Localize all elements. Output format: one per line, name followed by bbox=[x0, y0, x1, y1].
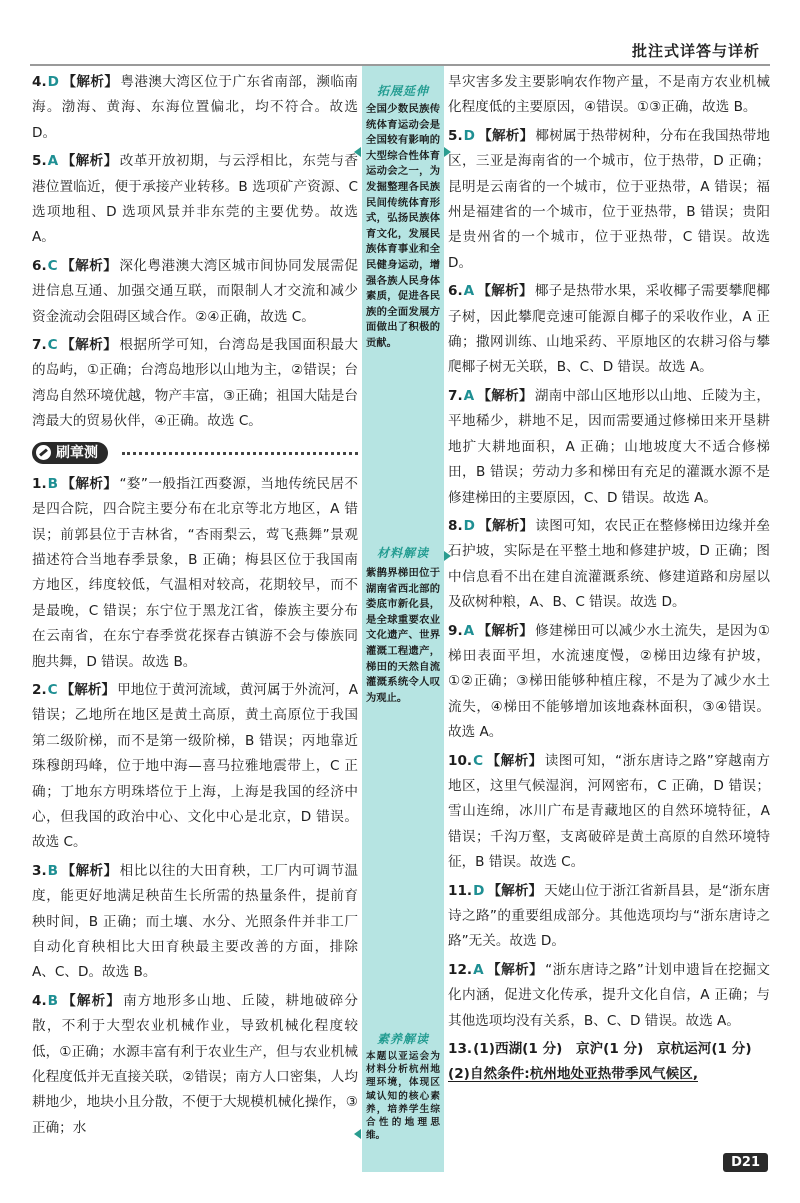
answer-number: 2. bbox=[32, 681, 47, 698]
answer-choice: C bbox=[473, 752, 484, 769]
answer-text: “婺”一般指江西婺源，当地传统民居不是四合院，四合院主要分布在北京等北方地区，A 错误；前郭县位于吉林省，“杏雨梨云，莺飞燕舞”景观描述符合当地春季景象，B 正确；梅县区位于我国南方地区，纬度较低，气温相对较高，花期较早，而不是最晚，C 错误；东宁位于黑龙江省，傣族主要分布在云南省，在东宁春季赏花探春古镇游不会与傣族同胞共舞，D 错误。故选 B。 bbox=[32, 475, 358, 670]
note-body-literacy: 本题以亚运会为材料分析杭州地理环境，体现区域认知的核心素养，培养学生综合性的地理思维。 bbox=[366, 1051, 440, 1142]
answer-item bbox=[32, 333, 358, 435]
answer-text: “浙东唐诗之路”计划申遗旨在挖掘文化内涵，促进文化传承，提升文化自信，A 正确；与其他选项均没有关系，B、C、D 错误。故选 A。 bbox=[448, 961, 771, 1029]
right-answers bbox=[448, 70, 770, 1034]
answer-number: 8. bbox=[448, 517, 463, 534]
answer-text: 深化粤港澳大湾区城市间协同发展需促进信息互通、加强交通互联，而限制人才交流和减少资金流动会阻碍区域合作。②④正确，故选 C。 bbox=[32, 257, 359, 325]
answer-choice: D bbox=[463, 517, 475, 534]
answer-choice: B bbox=[47, 475, 58, 492]
answer-text: 旱灾害多发主要影响农作物产量，不是南方农业机械化程度低的主要原因，④错误。①③正确，故选 B。 bbox=[448, 74, 770, 116]
answer-choice: A bbox=[463, 283, 475, 300]
analysis-tag: 【解析】 bbox=[61, 74, 119, 90]
answer-choice: C bbox=[47, 257, 58, 274]
analysis-tag: 【解析】 bbox=[61, 475, 118, 492]
analysis-tag: 【解析】 bbox=[477, 387, 533, 404]
answer-choice: A bbox=[47, 153, 59, 170]
answer-text: 甲地位于黄河流域，黄河属于外流河，A 错误；乙地所在地区是黄土高原，黄土高原位于我国第二级阶梯，而不是第一级阶梯，B 错误；丙地靠近珠穆朗玛峰，位于地中海—喜马拉雅地震带上，C 正确；丁地东方明珠塔位于上海，上海是我国的经济中心，但我国的政治中心、文化中心是北京，D 错误。故选 C。 bbox=[32, 681, 358, 851]
note-title-literacy: 素养解读 bbox=[376, 1032, 429, 1046]
answer-choice: A bbox=[473, 961, 484, 978]
answer-item bbox=[32, 472, 358, 675]
answer-choice: D bbox=[463, 127, 475, 144]
q13-part1: (1)西湖(1 分) 京沪(1 分) 京杭运河(1 分) bbox=[473, 1041, 752, 1058]
answer-choice: A bbox=[463, 622, 475, 639]
answer-item-13 bbox=[448, 1037, 770, 1088]
page-number: D21 bbox=[723, 1153, 768, 1172]
left-column bbox=[32, 70, 358, 1144]
section-label: 刷章测 bbox=[56, 444, 98, 461]
analysis-tag: 【解析】 bbox=[477, 127, 534, 144]
right-column bbox=[448, 70, 770, 1091]
answer-item bbox=[32, 254, 358, 330]
arrow-left-icon bbox=[354, 147, 361, 157]
answer-item bbox=[448, 514, 770, 616]
answer-item bbox=[32, 149, 358, 251]
answer-number: 13. bbox=[448, 1041, 473, 1058]
answer-text: 天姥山位于浙江省新昌县，是“浙东唐诗之路”的重要组成部分。其他选项均与“浙东唐诗之路”无关。故选 D。 bbox=[448, 882, 770, 950]
answer-choice: B bbox=[47, 992, 58, 1009]
note-title-extension: 拓展延伸 bbox=[376, 84, 429, 98]
answer-number: 4. bbox=[32, 992, 47, 1009]
answer-choice: B bbox=[47, 862, 58, 879]
analysis-tag: 【解析】 bbox=[61, 153, 118, 170]
answer-text: 修建梯田可以减少水土流失，是因为①梯田表面平坦，水流速度慢，②梯田边缘有护坡，①②正确；③梯田能够种植庄稼，不是为了减少水土流失，④梯田不能够增加该地森林面积，③④错误。故选 A。 bbox=[448, 622, 771, 741]
answer-number: 4. bbox=[32, 74, 47, 90]
analysis-tag: 【解析】 bbox=[60, 257, 118, 274]
answer-number: 11. bbox=[448, 882, 473, 899]
answer-number: 3. bbox=[32, 862, 47, 879]
answer-number: 6. bbox=[448, 283, 463, 300]
answer-text: 椰子是热带水果，采收椰子需要攀爬椰子树，因此攀爬竞速可能源自椰子的采收作业，A 正确；撒网训练、山地采药、平原地区的农耕习俗与攀爬椰子树无关联，B、C、D 错误。故选 A。 bbox=[448, 283, 771, 376]
answer-item bbox=[448, 124, 770, 276]
pen-icon bbox=[36, 445, 51, 460]
answer-item bbox=[32, 859, 358, 986]
answer-item bbox=[32, 678, 358, 856]
answer-number: 10. bbox=[448, 752, 473, 769]
answer-text: 相比以往的大田育秧，工厂内可调节温度，能更好地满足秧苗生长所需的热量条件，提前育秧时间，B 正确；而土壤、水分、光照条件并非工厂自动化育秧相比大田育秧最主要改善的方面，排除 A、C、D。故选 B。 bbox=[32, 862, 359, 981]
answer-text: 根据所学可知，台湾岛是我国面积最大的岛屿，①正确；台湾岛地形以山地为主，②错误；台湾岛自然环境优越，物产丰富，③正确；祖国大陆是台湾最大的贸易伙伴，④正确。故选 C。 bbox=[32, 337, 359, 430]
note-body-material: 紫鹊界梯田位于湖南省西北部的娄底市新化县，是全球重要农业文化遗产、世界灌溉工程遗产，梯田的天然自流灌溉系统令人叹为观止。 bbox=[366, 567, 440, 704]
answer-text: 读图可知，农民正在整修梯田边缘并垒石护坡，实际是在平整土地和修建护坡，D 正确；图中信息看不出在建自流灌溉系统、修建道路和房屋以及砍树种粮，A、B、C 错误。故选 D。 bbox=[448, 517, 771, 611]
analysis-tag: 【解析】 bbox=[486, 752, 543, 769]
note-title-material: 材料解读 bbox=[376, 546, 429, 560]
section-dotted-rule bbox=[122, 452, 358, 455]
answer-number: 7. bbox=[32, 337, 47, 354]
answer-choice: D bbox=[473, 882, 485, 899]
answer-item bbox=[448, 879, 770, 955]
answer-number: 1. bbox=[32, 475, 47, 492]
left-top-answers bbox=[32, 70, 358, 435]
analysis-tag: 【解析】 bbox=[61, 992, 122, 1009]
left-bottom-answers bbox=[32, 472, 358, 1142]
answer-text: 改革开放初期，与云浮相比，东莞与香港位置临近，便于承接产业转移。B 选项矿产资源、C 选项地租、D 选项风景并非东莞的主要优势。故选 A。 bbox=[32, 153, 359, 246]
answer-item bbox=[32, 989, 358, 1141]
answer-number: 12. bbox=[448, 961, 473, 978]
answer-item bbox=[32, 70, 358, 146]
answer-text: 湖南中部山区地形以山地、丘陵为主，平地稀少，耕地不足，因而需要通过修梯田来开垦耕地扩大耕地面积，A 正确；山地坡度大不适合修梯田，B 错误；劳动力多和梯田有充足的灌溉水源不是修建梯田的主要原因，C、D 错误。故选 A。 bbox=[448, 387, 771, 506]
answer-choice: D bbox=[47, 74, 59, 90]
answer-item bbox=[448, 384, 770, 511]
answer-number: 5. bbox=[32, 153, 47, 170]
answer-text: 椰树属于热带树种，分布在我国热带地区，三亚是海南省的一个城市，位于热带，D 正确；昆明是云南省的一个城市，位于亚热带，A 错误；福州是福建省的一个城市，位于亚热带，B 错误；贵阳是贵州省的一个城市，位于亚热带，C 错误。故选 D。 bbox=[448, 127, 771, 271]
analysis-tag: 【解析】 bbox=[60, 681, 116, 698]
note-body-extension: 全国少数民族传统体育运动会是全国较有影响的大型综合性体育运动会之一，为发掘整理各民族民间传统体育形式，弘扬民族体育文化，发展民族体育事业和全民健身运动，增强各族人民身体素质，促进各民族的全面发展方面做出了积极的贡献。 bbox=[366, 103, 440, 349]
answer-number: 7. bbox=[448, 387, 463, 404]
annotation-sidebar bbox=[362, 66, 444, 1172]
analysis-tag: 【解析】 bbox=[60, 337, 118, 354]
q13-part2: (2)自然条件:杭州地处亚热带季风气候区, bbox=[448, 1066, 698, 1083]
answer-text: 南方地形多山地、丘陵，耕地破碎分散，不利于大型农业机械作业，导致机械化程度较低，①正确；水源丰富有利于农业生产，但与农业机械化程度低并无直接关联，②错误；南方人口密集，人均耕地少，地块小且分散，不便于大规模机械化操作，③正确；水 bbox=[32, 992, 358, 1136]
analysis-tag: 【解析】 bbox=[61, 862, 118, 879]
section-header bbox=[32, 440, 358, 466]
analysis-tag: 【解析】 bbox=[477, 283, 533, 300]
answer-choice: A bbox=[463, 387, 475, 404]
analysis-tag: 【解析】 bbox=[487, 882, 543, 899]
answer-item bbox=[448, 279, 770, 381]
answer-text: 粤港澳大湾区位于广东省南部，濒临南海。渤海、黄海、东海位置偏北，均不符合。故选 D。 bbox=[32, 74, 359, 141]
analysis-tag: 【解析】 bbox=[477, 517, 534, 534]
answer-item bbox=[448, 619, 770, 746]
answer-choice: C bbox=[47, 681, 58, 698]
answer-number: 6. bbox=[32, 257, 47, 274]
answer-item bbox=[448, 70, 770, 121]
analysis-tag: 【解析】 bbox=[486, 961, 544, 978]
answer-number: 5. bbox=[448, 127, 463, 144]
arrow-left-icon bbox=[354, 1129, 361, 1139]
section-badge bbox=[32, 442, 108, 464]
answer-text: 读图可知，“浙东唐诗之路”穿越南方地区，这里气候湿润，河网密布，C 正确，D 错误；雪山连绵，冰川广布是青藏地区的自然环境特征，A 错误；千沟万壑，支离破碎是黄土高原的自然环境特征，B 错误。故选 C。 bbox=[448, 752, 770, 871]
page-header-title: 批注式详答与详析 bbox=[631, 42, 760, 60]
answer-item bbox=[448, 958, 770, 1034]
answer-number: 9. bbox=[448, 622, 463, 639]
analysis-tag: 【解析】 bbox=[477, 622, 534, 639]
answer-choice: C bbox=[47, 337, 58, 354]
answer-item bbox=[448, 749, 770, 876]
